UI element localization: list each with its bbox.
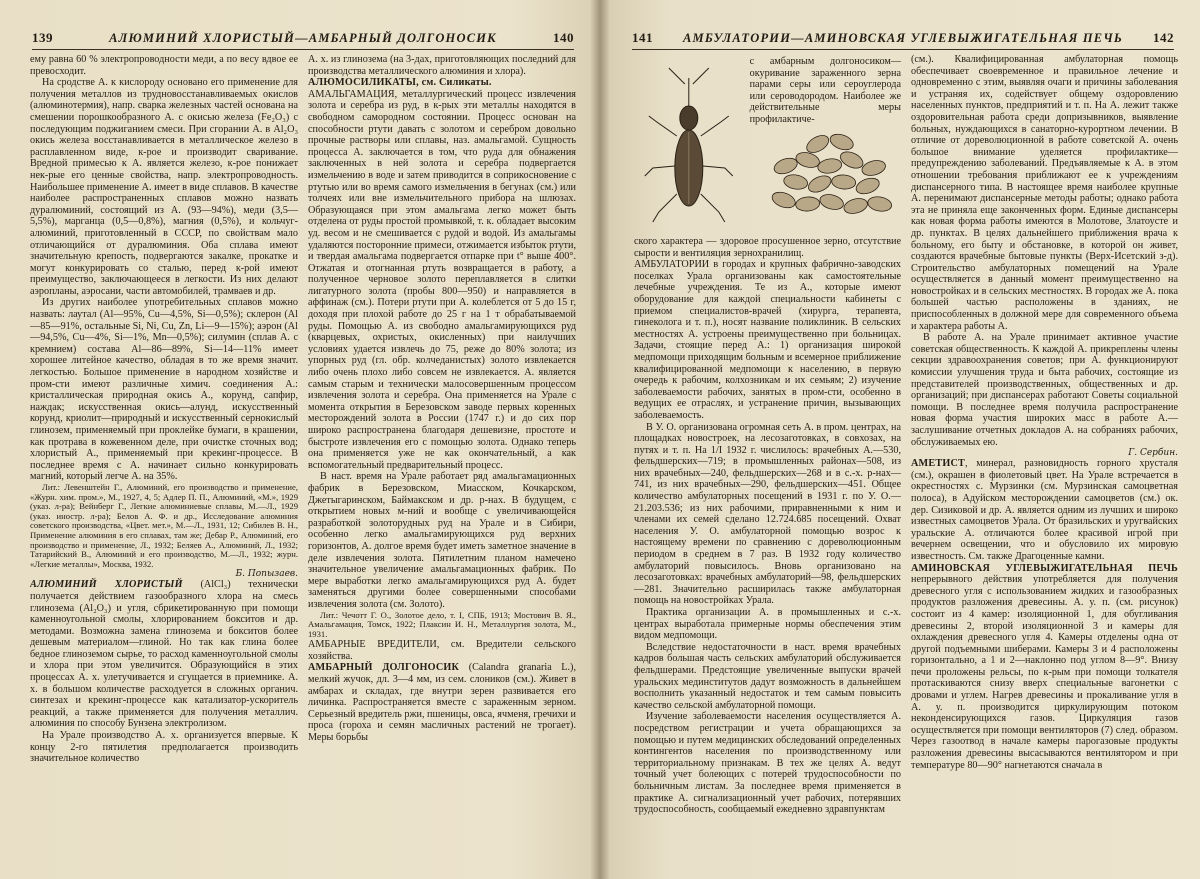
paragraph: На Урале производство А. х. организуется впервые. К концу 2-го пятилетия предполагается производить значительное количество bbox=[30, 730, 298, 765]
weevil-illustration bbox=[634, 56, 744, 232]
figure-row bbox=[634, 54, 901, 236]
literature-note: Лит.: Левенштейн Г., Алюминий, его производство и применение, «Журн. хим. пром.», М., 1927, 4, 5; Адлер П. П., Алюминий, «М.», 1929 (указ. л-ра); Вейнберг Г., Легкие алюминиевые сплавы, М.—Л., 1929 (указ. иностр. л-ра); Белов А. Ф. и др., Исследование алюминия советского производства, «Цвет. мет.», М.—Л., 1931, 12; Сибилев В. Н., Применение алюминия в его сплавах, там же; Дебар Р., Алюминий, его производство и применение, Л., 1932; Беляев А., Алюминий, Л., 1932; Татарийский В., Алюминий и его производство, М.—Л., 1932; журн. «Легкие металлы», Москва, 1932. bbox=[30, 481, 298, 569]
entry-headword: АМИНОВСКАЯ УГЛЕВЫЖИГАТЕЛЬНАЯ ПЕЧЬ bbox=[911, 562, 1178, 574]
entry-text: , минерал, разновидность горного хрусталя (см.), окрашен в фиолетовый цвет. На Урале встречается в окрестностях с. Мурзинки (см. Мурзинская самоцветная полоса), в Адуйском месторождении самоцветов (см.) ок. дер. Сизиковой и др. А. является одним из лучших и широко известных самоцветов Урала. От бразильских и уругвайских уральские А. отличаются более красивой игрой при вечернем освещении, что и обусловило их мировую известность. См. также Драгоценные камни. bbox=[911, 458, 1178, 562]
entry-paragraph bbox=[911, 563, 1178, 772]
left-columns bbox=[30, 54, 576, 861]
entry-paragraph: АМБУЛАТОРИИ в городах и крупных фабрично-заводских поселках Урала организованы как самостоятельные лечебные учреждения. Те из А., которые имеют оборудование для каждой специальности кабинеты с приемом специалистов-врачей (хирурга, терапевта, гинеколога и т. п.), носят название поликлиник. В сельских местностях А. устроены преимущественно при больницах. Задачи, стоящие перед А.: 1) организация широкой медпомощи приходящим больным и всемерное приближение квалифицированной медпомощи к населению, в первую очередь к рабочим, колхозникам и их семьям; 2) изучение заболеваемости рабочих, занятых в пром-сти, особенно в ведущих ее отраслях, и устранение причин, вызывающих заболеваемость. bbox=[634, 259, 901, 421]
entry-paragraph: АЛЮМОСИЛИКАТЫ, см. Силикаты. bbox=[308, 77, 492, 89]
entry-paragraph bbox=[308, 662, 576, 743]
paragraph: Изучение заболеваемости населения осуществляется А. посредством регистрации и учета обращающихся за помощью и путем медицинских обследований определенных контингентов населения по производственному или территориальному признакам. В тех же целях А. ведут точный учет болеющих с потерей трудоспособности по больничным листам. За последнее время применяется в практике А. сигнализационный учет рабочих, потерявших трудоспособность, сообщаемый ежедневно здравпунктам bbox=[634, 711, 901, 816]
page-number: 142 bbox=[1153, 30, 1174, 45]
right-col-1 bbox=[634, 54, 901, 861]
running-head: АМБУЛАТОРИИ—АМИНОВСКАЯ УГЛЕВЫЖИГАТЕЛЬНАЯ ПЕЧЬ bbox=[682, 30, 1124, 45]
author-signature: Б. Попызаев. bbox=[235, 569, 298, 580]
header-rule bbox=[32, 49, 574, 50]
left-col-2 bbox=[308, 54, 576, 861]
header-rule bbox=[632, 49, 1174, 50]
entry-paragraph: АМБАРНЫЕ ВРЕДИТЕЛИ, см. Вредители сельского хозяйства. bbox=[308, 639, 576, 662]
paragraph: В У. О. организована огромная сеть А. в пром. центрах, на площадках новостроек, на лесозаготовках, в совхозах, на путях и т. п. На 1/I 1932 г. числилось: врачебных А.—530, фельдшерских—719; в промышленных районах—508, из них врачебных—240, фельдшерских—268 и в с.-х. р-нах—741, из них врачебных—290, фельдшерских—451. Общее количество амбулаторных посещений в 1931 г. по У. О.—21.203.536; из них рабочими, приравненными к ним и членами их семей сделано 12.724.685 посещений. Охват населения У. О. амбулаторной помощью возрос к настоящему времени по сравнению с дореволюционным периодом в среднем в 7 раз. В 1932 году количество амбулаторий повысилось. Вновь организовано на лесозаготовках: врачебных амбулаторий—98, фельдшерских—281. Значительно расширилась также амбулаторная помощь на новостройках Урала. bbox=[634, 421, 901, 607]
entry-text: непрерывного действия употребляется для получения древесного угля с использованием жидких и газообразных продуктов разложения древесины. А. у. п. (см. рисунок) состоит из 4 камер: изоляционной 1, для обугливания древесины 2, второй изоляционной 3 и камеры для охлаждения древесного угля 4. Камеры отделены одна от другой подъемными шиберами. Камеры 3 и 4 расположены горизонтально, а 1 и 2—наклонно под углом 8—9°. Внизу печи проложены рельсы, по к-рым при помощи толкателя протаскиваются снизу вверх специальные вагонетки с дровами и углем. Нагрев древесины и прокаливание угля в А. у. п. производится циркулирующим потоком неконденсирующихся газов. Циркуляция газов осуществляется при помощи вентиляторов (7) след. образом. Через газоотвод в начале камеры парогазовые продукты разложения древесины высасываются вентилятором и при температуре 80—90° нагнетаются сначала в bbox=[911, 574, 1178, 771]
page-number: 140 bbox=[552, 30, 574, 45]
paragraph: Практика организации А. в промышленных и с.-х. центрах выработала примерные нормы обеспечения этим видом медпомощи. bbox=[634, 607, 901, 642]
entry-headword: АМЕТИСТ bbox=[911, 458, 966, 470]
page-number: 139 bbox=[32, 30, 53, 45]
grain-illustration bbox=[750, 56, 901, 232]
left-page-header bbox=[0, 28, 600, 48]
paragraph: На сродстве А. к кислороду основано его применение для получения металлов из трудновосстанавливаемых окислов (алюминотермия), напр. сварка железных частей основана на смешении порошкообразного А. с окисью железа (Fe₂O₃) с последующим поджиганием смеси. При сгорании А. в Al₂O₃ окись железа восстанавливается в металлическое железо в расплавленном виде, к-рое и производит сваривание. Вредной примесью к А. является железо, к-рое понижает нек-рые его ценные свойства, напр. электропроводность. Наибольшее применение А. имеет в виде сплавов. В качестве наиболее распространенных сплавов можно назвать дуралюминий, состоящий из А. (93—94%), меди (3,5—5,5%), марганца (0,5—0,8%), магния (0,5%), и кольчуг-алюминий, приготовленный в СССР, по свойствам мало отличающийся от дуралюминия. Оба сплава имеют значительную крепость, подвергаются закалке, прокатке и могут конкурировать со сталью, перед к-рой имеют преимущество, заключающееся в легкости. Из них делают аэропланы, аэросани, части автомобилей, трамваев и др. bbox=[30, 77, 298, 297]
left-col-1 bbox=[30, 54, 298, 861]
right-page-header bbox=[600, 28, 1200, 48]
entry-paragraph bbox=[30, 579, 298, 730]
paragraph: А. х. из глинозема (на 3-дах, приготовляющих последний для производства металлического алюминия и хлора). bbox=[308, 54, 576, 77]
right-page bbox=[600, 0, 1200, 879]
paragraph: В работе А. на Урале принимает активное участие советская общественность. К каждой А. прикреплены члены секции здравоохранения советов; при А. функционируют комиссии улучшения труда и быта рабочих, состоящие из представителей производственных, общественных и др. организаций; при диспансерах работают Советы социальной помощи. В последнее время получила распространение новая форма участия широких масс в работе А.—заслушивание отчетных докладов А. на собраниях рабочих, обслуживаемых ею. bbox=[911, 332, 1178, 448]
entry-text: (AlCl₃) технически получается действием газообразного хлора на смесь глинозема (Al₂O₃) и угля, сбрикетированную при помощи каменноугольной смолы, хлорированием бокситов и др. методами. Возможна замена глинозема и бокситов более дешевым материалом—глиной. Но так как глина более бедное глиноземом сырье, то расход каменноугольной смолы и хлора при этом увеличится. Образующийся в этих процессах А. х. улетучивается и сгущается в приемнике. А. х. в большом количестве расходуется в сложных органич. синтезах и крекинг-процессе как катализатор-ускоритель реакций, а также применяется для получения металлич. алюминия по способу Бунзена электролизом. bbox=[30, 579, 298, 730]
paragraph: Вследствие недостаточности в наст. время врачебных кадров большая часть сельских амбулаторий обслуживается фельдшерами. Предстоящие увеличенные выпуски врачей уральских мединститутов дадут возможность в дальнейшем восполнить указанный недостаток и тем самым повысить качество сельской амбулаторной помощи. bbox=[634, 641, 901, 711]
page-number: 141 bbox=[632, 30, 653, 45]
entry-paragraph bbox=[911, 458, 1178, 562]
running-head: АЛЮМИНИЙ ХЛОРИСТЫЙ—АМБАРНЫЙ ДОЛГОНОСИК bbox=[109, 30, 497, 45]
right-col-2 bbox=[911, 54, 1178, 861]
entry-headword: АМБАРНЫЙ ДОЛГОНОСИК bbox=[308, 662, 460, 674]
entry-text: (Calandra granaria L.), мелкий жучок, дл. 3—4 мм, из сем. слоников (см.). Живет в амбарах и складах, где внутри зерен развивается его личинка. Распространяется вместе с зараженным зерном. Серьезный вредитель ржи, пшеницы, овса, ячменя, гречихи и проса (гороха и семян масличных растений не трогает). Меры борьбы bbox=[308, 662, 576, 744]
paragraph: ему равна 60 % электропроводности меди, а по весу вдвое ее превосходит. bbox=[30, 54, 298, 77]
paragraph: ского характера — здоровое просушенное зерно, отсутствие сырости и вентиляция зернохранилищ. bbox=[634, 236, 901, 259]
paragraph: Из других наиболее употребительных сплавов можно назвать: лаутал (Al—95%, Cu—4,5%, Si—0,5%); склерон (Al—85—91%, остальные Si, Ni, Cu, Zn, Li—9—15%); аэрон (Al—94,5%, Cu—4%, Si—1%, Mn—0,5%); силумин (сплав А. с кремнием) состава Al—86—89%, Si—14—11% имеет хорошее литейное качество, обладая в то же время значит. легкостью. Большое применение в народном хозяйстве и пром-сти имеют различные химич. соединения А.: кристаллическая природная окись А., корунд, сапфир, наждак; искусственная окись—алунд, искусственный корунд, криолит—природный и искусственный сернокислый глинозем, применяемый при проклейке бумаги, в крашении, как протрава в кожевенном деле, при очистке сточных вод; хлористый А., применяемый при крекинг-процессе. В последнее время с А. начинает сильно конкурировать магний, который легче А. на 35%. bbox=[30, 297, 298, 483]
paragraph: В наст. время на Урале работает ряд амальгамационных фабрик в Березовском, Миасском, Кочкарском, Джетыгаринском, Баймакском и др. р-нах. В будущем, с открытием новых м-ний и вообще с увеличивающейся разработкой золоторудных руд на Урале и в Сибири, особенно легко амальгамирующихся руд верхних горизонтов, А. долгое время будет иметь заметное значение в деле извлечения золота. Пятилетним планом намечено значительное увеличение амальгамационных фабрик. По мере выработки легко амальгамирующихся руд А. будет заменяться другими более совершенными способами извлечения золота (см. Золото). bbox=[308, 471, 576, 610]
literature-note: Лит.: Чечотт Г. О., Золотое дело, т. I, СПБ, 1913; Мостович В. Я., Амальгамация, Томск, 1922; Плаксин И. Н., Металлургия золота, М., 1931. bbox=[308, 609, 576, 639]
author-signature: Г. Сербин. bbox=[1128, 448, 1178, 459]
figure-side-text: с амбарным долгоносиком—окуривание зараженного зерна парами серы или сероуглерода или сероводородом. Наиболее же действительные меры профилактиче- bbox=[749, 56, 901, 125]
entry-paragraph: АМАЛЬГАМАЦИЯ, металлургический процесс извлечения золота и серебра из руд, в к-рых эти металлы находятся в свободном самородном состоянии. Процесс основан на способности ртути давать с золотом и серебром довольно прочные растворы или сплавы, наз. амальгамой. Сущность процесса А. заключается в том, что руда для обнажения заключенных в ней золота и серебра подвергается измельчению в воде и затем приводится в соприкосновение с ртутью или во время самого измельчения в бегунах (см.) или толчеях или вне измельчительного прибора на шлюзах. Образующаяся при этом амальгама легко может быть отделена от руды простой промывкой, т. к. обладает высоким уд. весом и не смешивается с рудой и водой. Из амальгамы удаляются посторонние примеси, отжимается избыток ртути, и твердая амальгама подвергается отпарке при t° выше 400°. Отжатая и отогнанная ртуть возвращается в работу, а полученное черновое золото переплавляется в слитки лигатурного золота (пробы 800—950) и направляется в аффинаж (см.). Потери ртути при А. колеблется от 5 до 15 г, доходя при плохой работе до 25 г на 1 т обрабатываемой руды. Помощью А. из свободно амальгамирующихся руд (кварцевых, охристых, окисленных) при наилучших условиях удается извлечь до 75, реже до 80% золота; из упорных руд (гл. обр. колчеданистых) золото извлекается либо очень плохо либо совсем не извлекается. А. является самым старым и технически малосовершенным процессом извлечения золота и серебра. Она применяется на Урале с момента открытия в Березовском заводе первых коренных месторождений золота в России (1747 г.) и до сих пор широко распространена благодаря дешевизне, простоте и быстроте извлечения его с помощью золота. Однако теперь она применяется уже не как окончательный, а как вспомогательный предварительный процесс. bbox=[308, 88, 576, 471]
entry-headword: АЛЮМИНИЙ ХЛОРИСТЫЙ bbox=[30, 579, 183, 591]
right-columns bbox=[634, 54, 1178, 861]
weevil-icon bbox=[634, 56, 744, 232]
paragraph: (см.). Квалифицированная амбулаторная помощь обеспечивает своевременное и правильное лечение и одновременно с этим, выявляя очаги и причины заболевания и устраняя их, содействует общему оздоровлению населенных пунктов, предприятий и т. п. На А. лежит также оздоровительная работа среди допризывников, выявление больных, нуждающихся в санаторно-курортном лечении. В отличие от дореволюционной в работе советской А. очень большое внимание уделяется профилактике—предупреждению заболеваний. Предъявляемые к А. в этом отношении требования приближают ее к учреждениям диспансерного типа. В настоящее время наиболее крупные А. перенимают диспансерные методы работы; однако работа эта не приняла еще законченных форм. Единые диспансеры как новая форма работы имеются в Молотове, Златоусте и др. пунктах. В целях дальнейшего приближения врача к больному, его быту и обстановке, в которой он живет, создаются врачебные бытовые пункты (Верх-Исетский з-д). Строительство амбулаторных помещений на Урале осуществляется в данный момент преимущественно на новостройках и в сельских местностях. В городах же А. пока большей частью расположены в зданиях, не приспособленных в должной мере для современного объема и характера работы А. bbox=[911, 54, 1178, 332]
